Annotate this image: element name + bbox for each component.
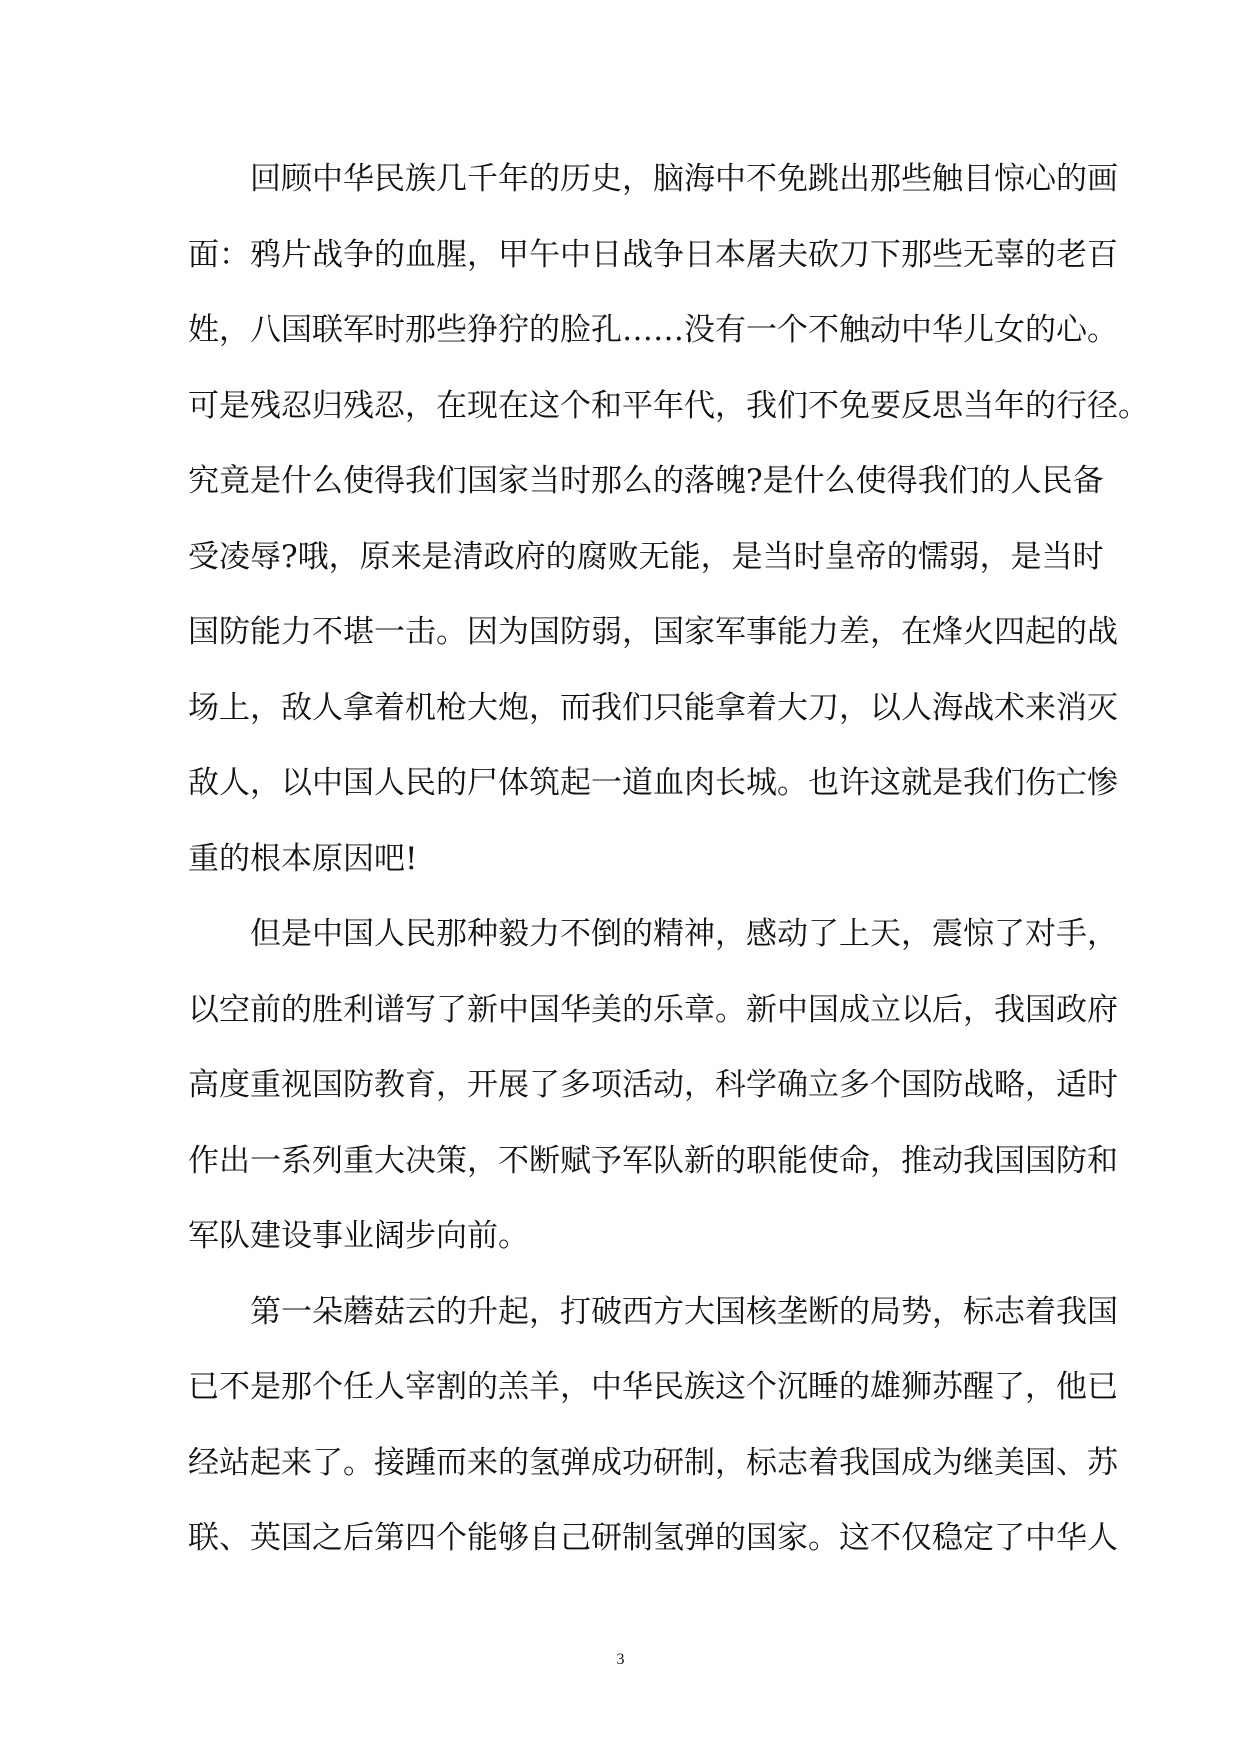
text-line: 可是残忍归残忍，在现在这个和平年代，我们不免要反思当年的行径。: [188, 387, 1149, 424]
text-line: 作出一系列重大决策，不断赋予军队新的职能使命，推动我国国防和: [188, 1142, 1118, 1179]
text-line: 究竟是什么使得我们国家当时那么的落魄?是什么使得我们的人民备: [188, 463, 1104, 499]
text-line: 经站起来了。接踵而来的氢弹成功研制，标志着我国成为继美国、苏: [188, 1444, 1118, 1481]
text-line: 国防能力不堪一击。因为国防弱，国家军事能力差，在烽火四起的战: [188, 614, 1118, 650]
text-line: 但是中国人民那种毅力不倒的精神，感动了上天，震惊了对手，: [250, 916, 1118, 952]
paragraph-2: [188, 897, 1118, 1275]
text-line: 已不是那个任人宰割的羔羊，中华民族这个沉睡的雄狮苏醒了，他已: [188, 1369, 1118, 1405]
page-number: 3: [616, 1651, 625, 1668]
text-line: 姓，八国联军时那些狰狞的脸孔……没有一个不触动中华儿女的心。: [188, 312, 1118, 348]
text-line: 场上，敌人拿着机枪大炮，而我们只能拿着大刀，以人海战术来消灭: [188, 689, 1118, 726]
text-line: 重的根本原因吧!: [188, 840, 418, 877]
paragraph-1: [188, 142, 1149, 897]
text-line: 回顾中华民族几千年的历史，脑海中不免跳出那些触目惊心的画: [250, 161, 1118, 197]
text-line: 军队建设事业阔步向前。: [188, 1218, 529, 1254]
paragraph-3: [188, 1275, 1118, 1577]
text-line: 以空前的胜利谱写了新中国华美的乐章。新中国成立以后，我国政府: [188, 991, 1118, 1028]
text-line: 联、英国之后第四个能够自己研制氢弹的国家。这不仅稳定了中华人: [188, 1520, 1118, 1556]
body-text: [188, 142, 1149, 1577]
text-line: 受凌辱?哦，原来是清政府的腐败无能，是当时皇帝的懦弱，是当时: [188, 538, 1104, 575]
text-line: 高度重视国防教育，开展了多项活动，科学确立多个国防战略，适时: [188, 1067, 1118, 1103]
text-line: 第一朵蘑菇云的升起，打破西方大国核垄断的局势，标志着我国: [250, 1293, 1118, 1330]
text-line: 敌人，以中国人民的尸体筑起一道血肉长城。也许这就是我们伤亡惨: [188, 765, 1118, 801]
text-line: 面：鸦片战争的血腥，甲午中日战争日本屠夫砍刀下那些无辜的老百: [188, 236, 1118, 273]
